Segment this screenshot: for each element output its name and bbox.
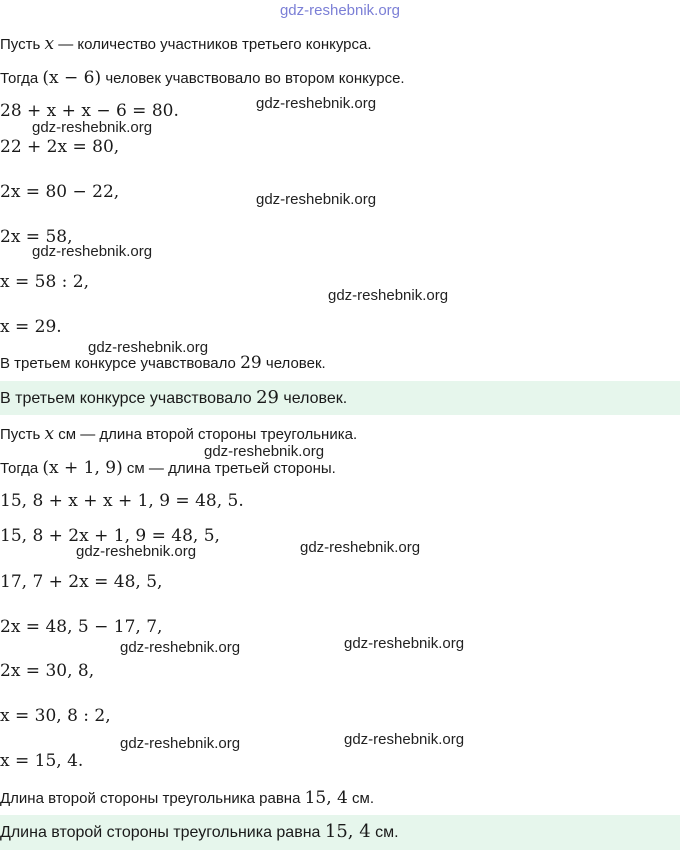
- part1-then-text-a: Тогда: [0, 70, 39, 87]
- watermark: gdz-reshebnik.org: [88, 339, 209, 356]
- part2-intro-text-b: см — длина второй стороны треугольника.: [58, 426, 358, 443]
- part1-equation-3: 2x = 80 − 22,: [0, 182, 120, 202]
- watermark-top: gdz-reshebnik.org: [279, 2, 401, 19]
- part1-then-text-b: человек учавствовало во втором конкурсе.: [105, 70, 405, 87]
- part2-equation-7: x = 15, 4.: [0, 751, 84, 771]
- part2-then-expression: (x + 1, 9): [42, 458, 123, 478]
- part1-conclusion-text-b: человек.: [265, 355, 326, 372]
- watermark: gdz-reshebnik.org: [32, 243, 153, 260]
- part2-answer: [0, 822, 399, 843]
- part2-equation-4: 2x = 48, 5 − 17, 7,: [0, 617, 163, 637]
- part1-conclusion-text-a: В третьем конкурсе учавствовало: [0, 355, 236, 372]
- part1-intro-text-b: — количество участников третьего конкурса.: [58, 36, 372, 53]
- watermark: gdz-reshebnik.org: [328, 287, 449, 304]
- part1-answer-text-b: человек.: [283, 390, 348, 407]
- part2-answer-text-b: см.: [375, 824, 399, 841]
- part1-equation-1: 28 + x + x − 6 = 80.: [0, 101, 179, 121]
- part1-equation-6: x = 29.: [0, 317, 62, 337]
- part2-conclusion: [0, 788, 374, 809]
- part1-conclusion-number: 29: [240, 353, 262, 373]
- part1-intro: [0, 34, 372, 55]
- part1-equation-4: 2x = 58,: [0, 227, 73, 247]
- part1-then-expression: (x − 6): [42, 68, 102, 88]
- part2-equation-2: 15, 8 + 2x + 1, 9 = 48, 5,: [0, 526, 220, 546]
- part1-answer: [0, 388, 347, 409]
- part2-then-text-a: Тогда: [0, 460, 39, 477]
- watermark: gdz-reshebnik.org: [120, 639, 241, 656]
- part2-answer-number: 15, 4: [324, 821, 371, 842]
- part1-answer-box: [0, 381, 680, 415]
- part2-then-text-b: см — длина третьей стороны.: [126, 460, 336, 477]
- part2-answer-box: [0, 815, 680, 850]
- part2-equation-3: 17, 7 + 2x = 48, 5,: [0, 572, 163, 592]
- watermark: gdz-reshebnik.org: [120, 735, 241, 752]
- part1-intro-text-a: Пусть: [0, 36, 41, 53]
- watermark: gdz-reshebnik.org: [76, 543, 197, 560]
- part1-equation-5: x = 58 : 2,: [0, 272, 90, 292]
- part2-equation-5: 2x = 30, 8,: [0, 661, 95, 681]
- part2-conclusion-number: 15, 4: [304, 788, 348, 808]
- part1-equation-2: 22 + 2x = 80,: [0, 137, 120, 157]
- watermark: gdz-reshebnik.org: [344, 731, 465, 748]
- part1-answer-text-a: В третьем конкурсе учавствовало: [0, 390, 252, 407]
- watermark: gdz-reshebnik.org: [300, 539, 421, 556]
- watermark: gdz-reshebnik.org: [256, 191, 377, 208]
- part2-conclusion-text-b: см.: [352, 790, 375, 807]
- part2-conclusion-text-a: Длина второй стороны треугольника равна: [0, 790, 301, 807]
- part1-conclusion: [0, 353, 326, 374]
- watermark: gdz-reshebnik.org: [32, 119, 153, 136]
- watermark: gdz-reshebnik.org: [204, 443, 325, 460]
- part2-intro-variable: x: [44, 424, 55, 444]
- part2-equation-6: x = 30, 8 : 2,: [0, 706, 111, 726]
- part2-intro-text-a: Пусть: [0, 426, 41, 443]
- part1-answer-number: 29: [256, 387, 279, 408]
- part2-answer-text-a: Длина второй стороны треугольника равна: [0, 824, 321, 841]
- part1-intro-variable: x: [44, 34, 55, 54]
- part2-then: [0, 458, 336, 479]
- part2-intro: [0, 424, 357, 445]
- watermark: gdz-reshebnik.org: [256, 95, 377, 112]
- watermark: gdz-reshebnik.org: [344, 635, 465, 652]
- part1-then: [0, 68, 405, 89]
- part2-equation-1: 15, 8 + x + x + 1, 9 = 48, 5.: [0, 491, 244, 511]
